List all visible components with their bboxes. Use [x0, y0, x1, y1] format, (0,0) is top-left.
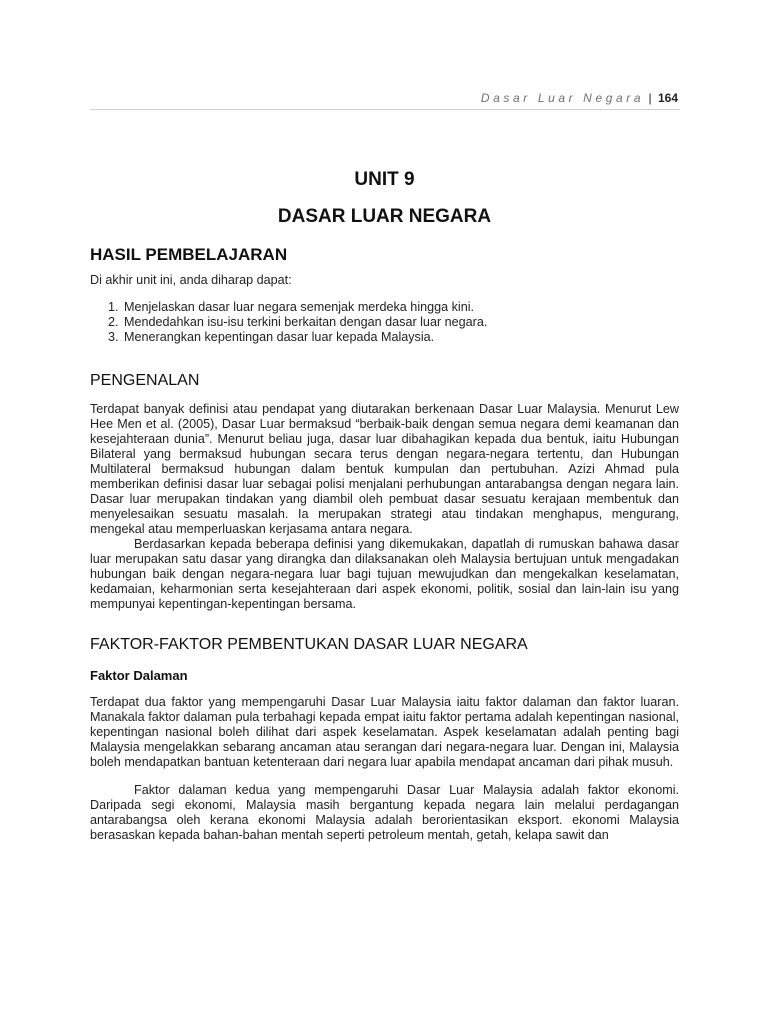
- header-separator: |: [648, 91, 652, 105]
- learning-outcomes-list: [90, 300, 679, 345]
- header-rule: [90, 109, 680, 110]
- list-item: 2. Mendedahkan isu-isu terkini berkaitan dengan dasar luar negara.: [122, 315, 679, 330]
- running-header-title: Dasar Luar Negara: [480, 91, 645, 105]
- introduction-heading: PENGENALAN: [90, 372, 200, 389]
- page-header: [481, 91, 678, 105]
- list-item: 3. Menerangkan kepentingan dasar luar kepada Malaysia.: [122, 330, 679, 345]
- factors-heading: FAKTOR-FAKTOR PEMBENTUKAN DASAR LUAR NEGARA: [90, 636, 528, 653]
- list-item: 1. Menjelaskan dasar luar negara semenjak merdeka hingga kini.: [122, 300, 679, 315]
- factors-paragraph-1: Terdapat dua faktor yang mempengaruhi Dasar Luar Malaysia iaitu faktor dalaman dan faktor luaran. Manakala faktor dalaman pula terbahagi kepada empat iaitu faktor pertama adalah kepentingan nasional, kepentingan nasional boleh dilihat dari aspek keselamatan. Aspek keselamatan adalah penting bagi Malaysia mengelakkan sebarang ancaman atau serangan dari negara-negara luar. Dengan ini, Malaysia boleh mendapatkan bantuan ketenteraan dari negara luar apabila mendapat ancaman dari pihak musuh.: [90, 695, 679, 769]
- page-number: 164: [657, 91, 678, 105]
- unit-title: DASAR LUAR NEGARA: [277, 206, 492, 227]
- introduction-paragraph-1: Terdapat banyak definisi atau pendapat yang diutarakan berkenaan Dasar Luar Malaysia. Menurut Lew Hee Men et al. (2005), Dasar Luar bermaksud “berbaik-baik dengan semua negara demi keamanan dan kesejahteraan dunia”. Menurut beliau juga, dasar luar dibahagikan kepada dua bentuk, iaitu Hubungan Bilateral yang bermaksud hubungan secara terus dengan negara-negara tertentu, dan Hubungan Multilateral bermaksud hubungan dalam bentuk kumpulan dan pertubuhan. Azizi Ahmad pula memberikan definisi dasar luar sebagai polisi menjalani perhubungan antarabangsa dengan negara lain. Dasar luar merupakan tindakan yang diambil oleh pembuat dasar sesuatu kerajaan membentuk dan menyelesaikan sesuatu masalah. Ia merupakan strategi atau tindakan menghapus, mengurang, mengekal atau memperluaskan kerjasama antara negara.: [90, 402, 679, 536]
- unit-number: UNIT 9: [354, 169, 415, 190]
- learning-outcomes-heading: HASIL PEMBELAJARAN: [90, 245, 288, 264]
- internal-factors-subheading: Faktor Dalaman: [90, 668, 188, 683]
- learning-outcomes-intro: Di akhir unit ini, anda diharap dapat:: [90, 273, 292, 287]
- introduction-paragraph-2: Berdasarkan kepada beberapa definisi yang dikemukakan, dapatlah di rumuskan bahawa dasar luar merupakan satu dasar yang dirangka dan dilaksanakan oleh Malaysia bertujuan untuk mengadakan hubungan baik dengan negara-negara luar bagi tujuan mewujudkan dan mengekalkan keselamatan, kedamaian, keharmonian serta kesejahteraan dari aspek ekonomi, politik, sosial dan lain-lain isu yang mempunyai kepentingan-kepentingan bersama.: [90, 537, 679, 611]
- factors-paragraph-2: Faktor dalaman kedua yang mempengaruhi Dasar Luar Malaysia adalah faktor ekonomi. Daripada segi ekonomi, Malaysia masih bergantung kepada negara lain melalui perdagangan antarabangsa oleh kerana ekonomi Malaysia adalah berorientasikan eksport. ekonomi Malaysia berasaskan kepada bahan-bahan mentah seperti petroleum mentah, getah, kelapa sawit dan: [90, 783, 679, 842]
- document-body: [90, 168, 679, 843]
